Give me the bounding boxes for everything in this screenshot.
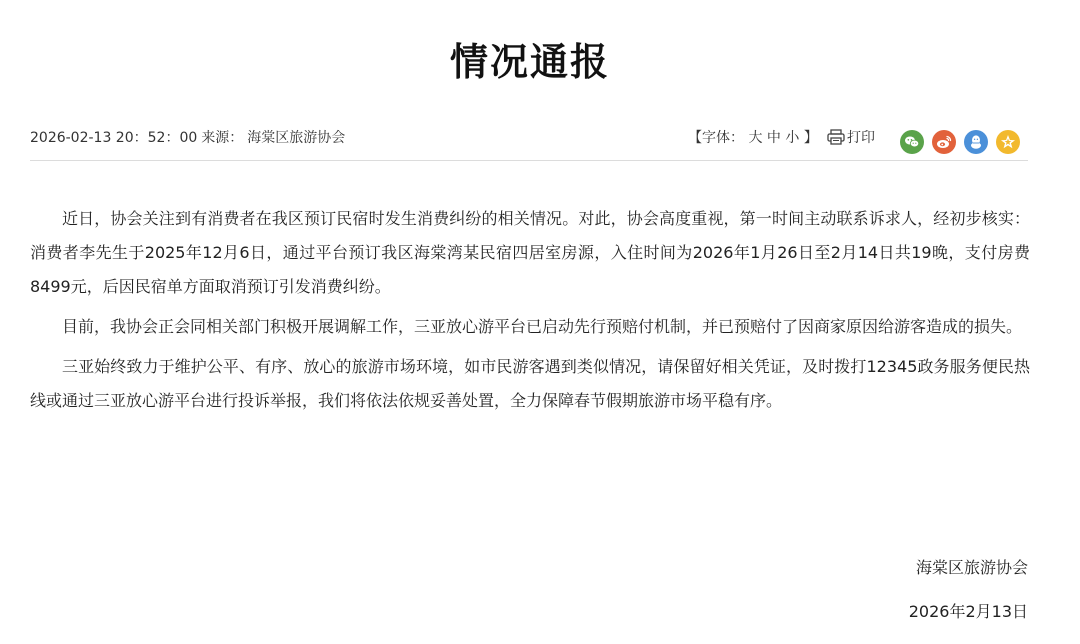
article-meta-bar bbox=[30, 122, 1028, 161]
font-size-medium-button[interactable]: 中 bbox=[766, 130, 781, 146]
font-size-large-button[interactable]: 大 bbox=[748, 130, 763, 146]
font-size-label: 【字体： bbox=[688, 130, 744, 146]
article-body bbox=[30, 202, 1030, 424]
qzone-icon bbox=[996, 130, 1020, 154]
font-size-close-bracket: 】 bbox=[803, 130, 818, 146]
share-qzone-button[interactable] bbox=[996, 130, 1020, 154]
share-weibo-button[interactable] bbox=[932, 130, 956, 154]
wechat-icon bbox=[900, 130, 924, 154]
weibo-icon bbox=[932, 130, 956, 154]
article-meta bbox=[30, 128, 345, 148]
share-bar bbox=[900, 130, 1028, 156]
page-title: 情况通报 bbox=[449, 40, 610, 84]
paragraph: 目前，我协会正会同相关部门积极开展调解工作，三亚放心游平台已启动先行预赔付机制，并已预赔付了因商家原因给游客造成的损失。 bbox=[62, 317, 1023, 336]
qq-icon bbox=[964, 130, 988, 154]
share-wechat-button[interactable] bbox=[900, 130, 924, 154]
share-qq-button[interactable] bbox=[964, 130, 988, 154]
print-button[interactable] bbox=[827, 128, 875, 148]
printer-icon bbox=[827, 129, 845, 145]
font-size-control bbox=[688, 128, 818, 148]
paragraph: 三亚始终致力于维护公平、有序、放心的旅游市场环境，如市民游客遇到类似情况，请保留好相关凭证，及时拨打12345政务服务便民热线或通过三亚放心游平台进行投诉举报，我们将依法依规妥善处置，全力保障春节假期旅游市场平稳有序。 bbox=[30, 357, 1030, 410]
font-size-small-button[interactable]: 小 bbox=[785, 130, 800, 146]
paragraph: 近日，协会关注到有消费者在我区预订民宿时发生消费纠纷的相关情况。对此，协会高度重视，第一时间主动联系诉求人，经初步核实：消费者李先生于2025年12月6日，通过平台预订我区海棠湾某民宿四居室房源，入住时间为2026年1月26日至2月14日共19晚，支付房费8499元，后因民宿单方面取消预订引发消费纠纷。 bbox=[30, 209, 1030, 296]
source-name: 海棠区旅游协会 bbox=[247, 130, 346, 146]
publish-datetime: 2026-02-13 20：52：00 bbox=[30, 130, 198, 146]
source-label: 来源： bbox=[201, 130, 244, 146]
print-label: 打印 bbox=[847, 130, 875, 146]
signature-date: 2026年2月13日 bbox=[908, 602, 1028, 621]
signature: 海棠区旅游协会 bbox=[915, 558, 1028, 577]
